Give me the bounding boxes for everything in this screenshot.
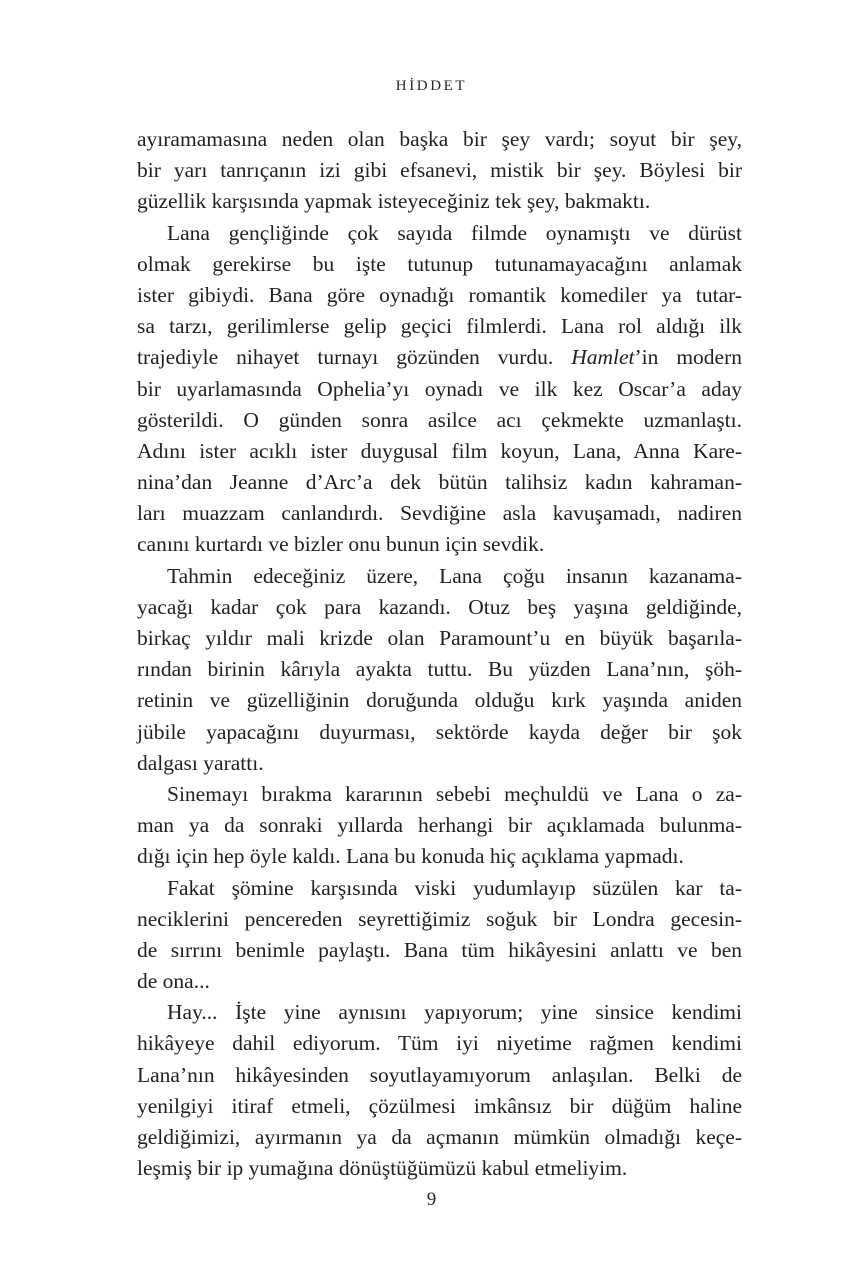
text-line: Fakat şömine karşısında viski yudumlayıp süzülen kar ta- bbox=[167, 875, 742, 900]
text-line: neciklerini pencereden seyrettiğimiz soğuk bir Londra gecesin- bbox=[137, 906, 742, 931]
paragraph bbox=[137, 997, 742, 1184]
paragraph bbox=[137, 561, 742, 779]
text-line: olmak gerekirse bu işte tutunup tutunamayacağını anlamak bbox=[137, 251, 742, 276]
text-line: dalgası yarattı. bbox=[137, 750, 264, 775]
body-text bbox=[137, 124, 742, 1184]
text-line: canını kurtardı ve bizler onu bunun için sevdik. bbox=[137, 532, 545, 557]
text-line: de sırrını benimle paylaştı. Bana tüm hikâyesini anlattı ve ben bbox=[137, 937, 742, 962]
text-line: güzellik karşısında yapmak isteyeceğiniz tek şey, bakmaktı. bbox=[137, 189, 651, 214]
paragraph bbox=[137, 124, 742, 218]
text-line: Lana’nın hikâyesinden soyutlayamıyorum anlaşılan. Belki de bbox=[137, 1062, 742, 1087]
text-line: sa tarzı, gerilimlerse gelip geçici filmlerdi. Lana rol aldığı ilk bbox=[137, 314, 742, 339]
text-line: yenilgiyi itiraf etmeli, çözülmesi imkânsız bir düğüm haline bbox=[137, 1093, 742, 1118]
text-line: birkaç yıldır mali krizde olan Paramount’u en büyük başarıla- bbox=[137, 626, 742, 650]
text-line: rından birinin kârıyla ayakta tuttu. Bu yüzden Lana’nın, şöh- bbox=[137, 657, 742, 682]
text-line: dığı için hep öyle kaldı. Lana bu konuda hiç açıklama yapmadı. bbox=[137, 844, 684, 869]
paragraph bbox=[137, 779, 742, 873]
text-line: Adını ister acıklı ister duygusal film koyun, Lana, Anna Kare- bbox=[137, 438, 742, 463]
text-line: retinin ve güzelliğinin doruğunda olduğu kırk yaşında aniden bbox=[137, 688, 742, 713]
text-line: trajediyle nihayet turnayı gözünden vurdu. Hamlet’in modern bbox=[137, 345, 743, 370]
italic-title: Hamlet bbox=[571, 345, 635, 370]
text-line: de ona... bbox=[137, 969, 210, 994]
text-line: man ya da sonraki yıllarda herhangi bir açıklamada bulunma- bbox=[137, 813, 742, 838]
paragraph bbox=[137, 873, 742, 998]
text-line: geldiğimizi, ayırmanın ya da açmanın mümkün olmadığı keçe- bbox=[137, 1125, 742, 1149]
text-line: jübile yapacağını duyurması, sektörde kayda değer bir şok bbox=[137, 719, 742, 744]
text-line: ister gibiydi. Bana göre oynadığı romantik komediler ya tutar- bbox=[137, 282, 742, 307]
paragraph bbox=[137, 218, 742, 561]
text-line: ayıramamasına neden olan başka bir şey vardı; soyut bir şey, bbox=[137, 127, 742, 151]
text-line: leşmiş bir ip yumağına dönüştüğümüzü kabul etmeliyim. bbox=[137, 1156, 628, 1181]
page-number: 9 bbox=[426, 1189, 437, 1210]
text-line: nina’dan Jeanne d’Arc’a dek bütün talihsiz kadın kahraman- bbox=[137, 470, 742, 495]
text-line: yacağı kadar çok para kazandı. Otuz beş yaşına geldiğinde, bbox=[137, 594, 742, 619]
text-line: Hay... İşte yine aynısını yapıyorum; yine sinsice kendimi bbox=[167, 1000, 742, 1025]
text-line: bir yarı tanrıçanın izi gibi efsanevi, mistik bir şey. Böylesi bir bbox=[137, 158, 742, 183]
text-line: ları muazzam canlandırdı. Sevdiğine asla kavuşamadı, nadiren bbox=[137, 501, 742, 526]
text-line: gösterildi. O günden sonra asilce acı çekmekte uzmanlaştı. bbox=[137, 407, 742, 432]
text-line: Tahmin edeceğiniz üzere, Lana çoğu insanın kazanama- bbox=[167, 563, 742, 588]
text-line: Sinemayı bırakma kararının sebebi meçhuldü ve Lana o za- bbox=[167, 781, 742, 806]
text-line: Lana gençliğinde çok sayıda filmde oynamıştı ve dürüst bbox=[167, 220, 742, 245]
running-head: HİDDET bbox=[395, 78, 468, 94]
text-line: bir uyarlamasında Ophelia’yı oynadı ve ilk kez Oscar’a aday bbox=[137, 376, 742, 401]
text-line: hikâyeye dahil ediyorum. Tüm iyi niyetime rağmen kendimi bbox=[137, 1031, 742, 1056]
